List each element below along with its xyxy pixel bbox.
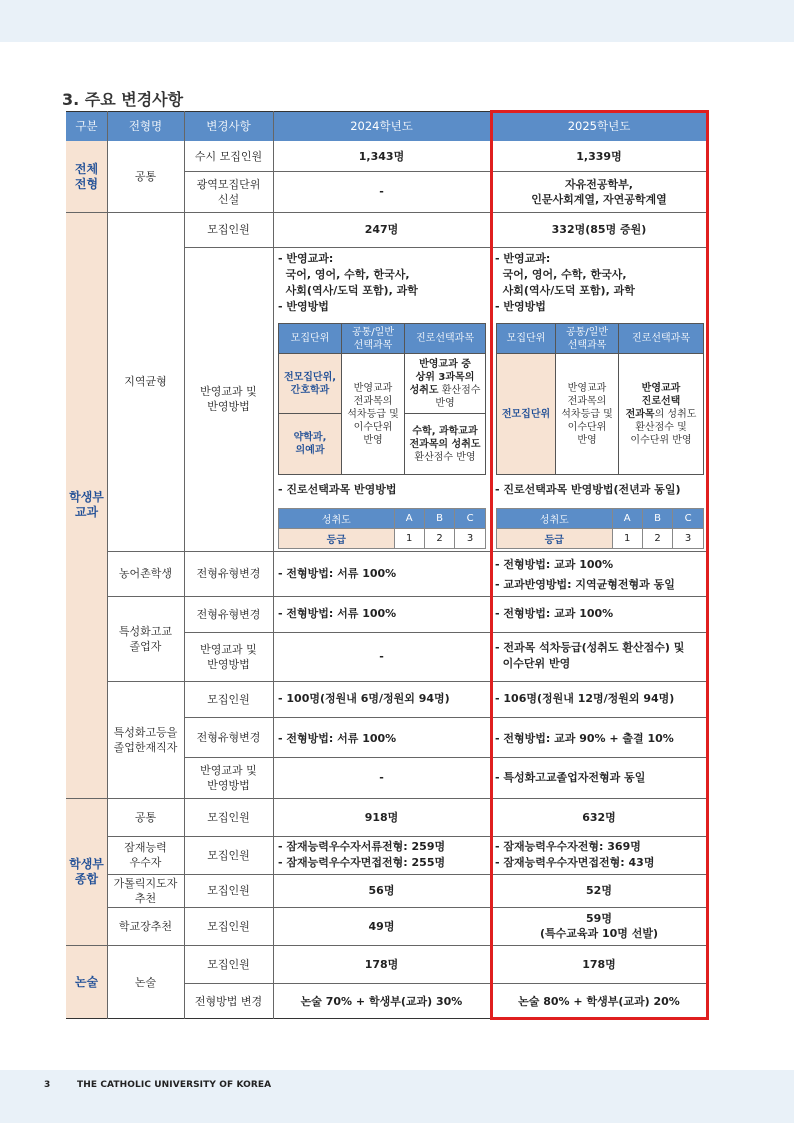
- y2024-principal-quota: 49명: [368, 919, 395, 933]
- grade-header: A: [612, 509, 642, 529]
- header-change: 변경사항: [184, 111, 273, 141]
- grade-value: 3: [673, 529, 704, 549]
- section-title: 3. 주요 변경사항: [62, 90, 184, 109]
- y2024-susi-quota: 1,343명: [358, 149, 405, 163]
- y2024-sub-header: 모집단위: [279, 324, 342, 354]
- university-name: THE CATHOLIC UNIVERSITY OF KOREA: [77, 1080, 272, 1090]
- grade-value: 1: [394, 529, 424, 549]
- y2025-rural-line: - 전형방법: 교과 100%: [495, 558, 614, 571]
- header-2025: 2025학년도: [490, 111, 708, 141]
- change-special-hs-subjects: 반영교과 및 반영방법: [200, 642, 257, 671]
- grade-value: 1: [612, 529, 642, 549]
- highlight-2025-frame: [490, 110, 709, 1020]
- y2025-wide-unit: 자유전공학부, 인문사회계열, 자연공학계열: [531, 177, 667, 206]
- category-nonsul: 논술: [66, 945, 107, 1019]
- y2024-worker-type: - 전형방법: 서류 100%: [278, 732, 397, 745]
- y2024-talent-line: - 잠재능력우수자서류전형: 259명: [278, 840, 446, 853]
- change-talent-quota: 모집인원: [207, 848, 250, 862]
- y2024-sub-career-bold: 수학, 과학교과 전과목의 성취도: [409, 425, 481, 450]
- y2024-grade-table: [278, 508, 486, 549]
- change-common2-quota: 모집인원: [207, 810, 250, 824]
- grade-label: 등급: [497, 529, 613, 549]
- grade-header: 성취도: [497, 509, 613, 529]
- y2024-special-hs-type: - 전형방법: 서류 100%: [278, 607, 397, 620]
- y2024-sub-common: 반영교과 전과목의 석차등급 및 이수단위 반영: [342, 354, 405, 475]
- page-number: 3: [44, 1080, 51, 1090]
- y2024-method-table: [278, 323, 486, 475]
- y2024-sub-header: 진로선택과목: [405, 324, 486, 354]
- y2025-career-title: - 진로선택과목 반영방법(전년과 동일): [495, 483, 681, 496]
- y2024-sub-unit: 약학과, 의예과: [279, 414, 342, 475]
- y2025-principal-quota: 59명 (특수교육과 10명 선발): [539, 912, 659, 940]
- y2024-subjects-line: 국어, 영어, 수학, 한국사,: [278, 268, 410, 281]
- category-total: 전체 전형: [66, 141, 107, 212]
- y2024-sub-career: [405, 414, 486, 475]
- y2025-talent-line: - 잠재능력우수자면접전형: 43명: [495, 856, 655, 869]
- grade-value: 2: [424, 529, 454, 549]
- change-nonsul-quota: 모집인원: [207, 957, 250, 971]
- header-type: 전형명: [107, 111, 184, 141]
- category-jonghap: 학생부 종합: [66, 798, 107, 945]
- y2025-sub-career-bold: 반영교과 진로선택 전과목: [625, 382, 681, 420]
- change-susi-quota: 수시 모집인원: [194, 149, 263, 163]
- grade-header: 성취도: [279, 509, 395, 529]
- y2024-talent-list: [278, 839, 488, 871]
- col-line: [273, 111, 274, 1019]
- header-category: 구분: [66, 111, 107, 141]
- y2024-subjects-line: - 반영교과:: [278, 252, 334, 265]
- y2025-worker-type: - 전형방법: 교과 90% + 출결 10%: [495, 732, 674, 745]
- y2024-subjects-line: 사회(역사/도덕 포함), 과학: [278, 284, 418, 297]
- name-catholic: 가톨릭지도자 추천: [113, 876, 178, 905]
- change-nonsul-method: 전형방법 변경: [194, 994, 263, 1008]
- y2025-subjects-line: 국어, 영어, 수학, 한국사,: [495, 268, 627, 281]
- category-gyogwa: 학생부 교과: [66, 212, 107, 798]
- y2025-susi-quota: 1,339명: [576, 149, 622, 163]
- y2024-nonsul-method: 논술 70% + 학생부(교과) 30%: [300, 994, 463, 1008]
- y2024-sub-career: [405, 354, 486, 414]
- y2025-sub-unit: 전모집단위: [497, 354, 556, 475]
- change-worker-quota: 모집인원: [207, 692, 250, 706]
- name-special-hs: 특성화고교 졸업자: [118, 624, 173, 653]
- top-band: [0, 0, 794, 42]
- y2025-special-hs-type: - 전형방법: 교과 100%: [495, 607, 614, 620]
- y2025-worker-subjects: - 특성화고교졸업자전형과 동일: [495, 771, 646, 784]
- change-worker-type: 전형유형변경: [196, 730, 261, 744]
- y2024-career-title: - 진로선택과목 반영방법: [278, 483, 397, 496]
- grade-header: A: [394, 509, 424, 529]
- name-nonsul: 논술: [134, 975, 157, 989]
- y2025-subjects-line: - 반영교과:: [495, 252, 551, 265]
- name-talent: 잠재능력 우수자: [124, 841, 167, 869]
- grade-header: C: [673, 509, 704, 529]
- name-common: 공통: [134, 170, 157, 183]
- y2025-special-hs-line: 이수단위 반영: [495, 657, 571, 670]
- y2025-subjects-line: 사회(역사/도덕 포함), 과학: [495, 284, 635, 297]
- y2024-special-hs-subjects: -: [379, 650, 384, 663]
- grade-header: B: [642, 509, 672, 529]
- name-regional: 지역균형: [124, 375, 167, 388]
- y2024-nonsul-quota: 178명: [364, 957, 399, 971]
- name-special-worker: 특성화고등을 졸업한재직자: [113, 725, 178, 754]
- change-regional-subjects: 반영교과 및 반영방법: [200, 385, 257, 413]
- y2024-worker-quota: - 100명(정원내 6명/정원외 94명): [278, 692, 450, 705]
- col-line: [184, 111, 185, 1019]
- change-special-hs-type: 전형유형변경: [196, 607, 261, 621]
- change-catholic-quota: 모집인원: [207, 884, 250, 897]
- y2025-talent-line: - 잠재능력우수자전형: 369명: [495, 840, 641, 853]
- name-principal: 학교장추천: [118, 919, 173, 933]
- y2025-special-hs-line: - 전과목 석차등급(성취도 환산점수) 및: [495, 641, 685, 654]
- y2024-rural-method: - 전형방법: 서류 100%: [278, 567, 397, 580]
- y2025-nonsul-quota: 178명: [582, 957, 616, 971]
- y2024-worker-subjects: -: [379, 771, 384, 784]
- y2024-sub-career-text: 환산점수 반영: [435, 384, 481, 409]
- y2024-subjects-line: - 반영방법: [278, 300, 329, 313]
- y2024-regional-quota: 247명: [364, 223, 399, 236]
- y2025-regional-quota: 332명(85명 증원): [551, 223, 647, 236]
- y2025-common2-quota: 632명: [582, 810, 616, 824]
- grade-value: 3: [455, 529, 486, 549]
- grade-header: B: [424, 509, 454, 529]
- y2025-sub-header: 공통/일반 선택과목: [556, 324, 619, 354]
- grade-value: 2: [642, 529, 672, 549]
- grade-header: C: [455, 509, 486, 529]
- y2025-nonsul-method: 논술 80% + 학생부(교과) 20%: [518, 994, 680, 1008]
- y2024-sub-header: 공통/일반 선택과목: [342, 324, 405, 354]
- y2025-rural-line: - 교과반영방법: 지역균형전형과 동일: [495, 578, 675, 591]
- footer-band: [0, 1070, 794, 1123]
- y2024-catholic-quota: 56명: [368, 884, 395, 897]
- y2024-sub-career-bold: 반영교과 중 상위 3과목의 성취도: [409, 358, 475, 396]
- y2024-subjects-list: [278, 251, 488, 315]
- name-common2: 공통: [134, 810, 157, 824]
- change-regional-quota: 모집인원: [207, 223, 250, 236]
- y2025-sub-header: 모집단위: [497, 324, 556, 354]
- col-line: [107, 111, 108, 1019]
- y2024-common2-quota: 918명: [364, 810, 399, 824]
- grade-label: 등급: [279, 529, 395, 549]
- header-2024: 2024학년도: [273, 111, 490, 141]
- name-rural: 농어촌학생: [118, 567, 173, 580]
- y2025-worker-quota: - 106명(정원내 12명/정원외 94명): [495, 692, 675, 705]
- y2025-sub-header: 진로선택과목: [619, 324, 704, 354]
- y2024-wide-unit: -: [379, 185, 384, 198]
- change-worker-subjects: 반영교과 및 반영방법: [200, 763, 257, 792]
- y2024-sub-career-text: 환산점수 반영: [414, 451, 476, 463]
- y2025-sub-career-text: 의 성취도 환산점수 및 이수단위 반영: [630, 408, 697, 446]
- y2024-sub-unit: 전모집단위, 간호학과: [279, 354, 342, 414]
- y2025-subjects-line: - 반영방법: [495, 300, 546, 313]
- change-rural-type: 전형유형변경: [196, 567, 261, 580]
- y2025-catholic-quota: 52명: [586, 884, 612, 897]
- y2024-talent-line: - 잠재능력우수자면접전형: 255명: [278, 856, 446, 869]
- change-wide-unit: 광역모집단위 신설: [196, 177, 261, 206]
- y2025-sub-common: 반영교과 전과목의 석차등급 및 이수단위 반영: [556, 354, 619, 475]
- change-principal-quota: 모집인원: [207, 919, 250, 933]
